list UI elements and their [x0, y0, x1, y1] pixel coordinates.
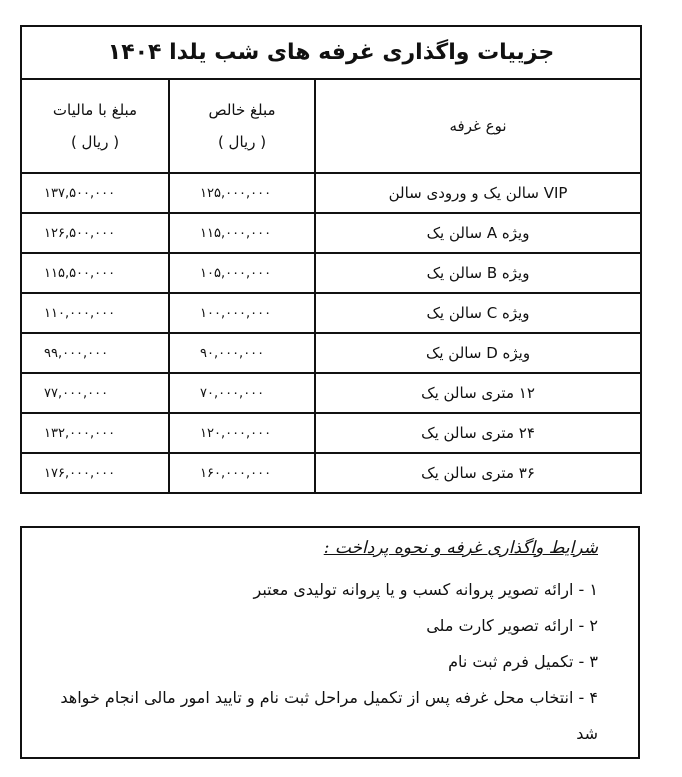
- cell-room-type: VIP سالن یک و ورودی سالن: [315, 173, 641, 213]
- terms-item: ۱ - ارائه تصویر پروانه کسب و یا پروانه تولیدی معتبر: [253, 580, 598, 599]
- table-row: [21, 453, 641, 493]
- cell-room-type: ویژه C سالن یک: [315, 293, 641, 333]
- cell-room-type: ۱۲ متری سالن یک: [315, 373, 641, 413]
- table-title-row: [21, 26, 641, 79]
- cell-amount-with-tax: ۱۱۰,۰۰۰,۰۰۰: [21, 293, 169, 333]
- terms-title: شرایط واگذاری غرفه و نحوه پرداخت :: [323, 538, 598, 558]
- cell-net-amount: ۱۲۰,۰۰۰,۰۰۰: [169, 413, 315, 453]
- table-row: [21, 413, 641, 453]
- cell-amount-with-tax: ۷۷,۰۰۰,۰۰۰: [21, 373, 169, 413]
- cell-net-amount: ۷۰,۰۰۰,۰۰۰: [169, 373, 315, 413]
- terms-box: [20, 526, 640, 759]
- header-net-amount-label: مبلغ خالص: [208, 101, 276, 119]
- header-amount-with-tax-label: مبلغ با مالیات: [52, 101, 138, 119]
- cell-amount-with-tax: ۱۳۷,۵۰۰,۰۰۰: [21, 173, 169, 213]
- cell-net-amount: ۱۰۰,۰۰۰,۰۰۰: [169, 293, 315, 333]
- cell-net-amount: ۱۱۵,۰۰۰,۰۰۰: [169, 213, 315, 253]
- header-amount-with-tax: [21, 79, 169, 173]
- cell-net-amount: ۱۶۰,۰۰۰,۰۰۰: [169, 453, 315, 493]
- cell-amount-with-tax: ۱۱۵,۵۰۰,۰۰۰: [21, 253, 169, 293]
- table-row: [21, 333, 641, 373]
- cell-amount-with-tax: ۱۳۲,۰۰۰,۰۰۰: [21, 413, 169, 453]
- cell-room-type: ۳۶ متری سالن یک: [315, 453, 641, 493]
- booth-price-table: [20, 25, 642, 494]
- cell-room-type: ویژه D سالن یک: [315, 333, 641, 373]
- cell-room-type: ویژه A سالن یک: [315, 213, 641, 253]
- terms-item: ۳ - تکمیل فرم ثبت نام: [448, 652, 598, 671]
- cell-amount-with-tax: ۱۷۶,۰۰۰,۰۰۰: [21, 453, 169, 493]
- table-row: [21, 253, 641, 293]
- table-header-row: [21, 79, 641, 173]
- table-title: جزییات واگذاری غرفه های شب یلدا ۱۴۰۴: [21, 26, 641, 79]
- cell-room-type: ۲۴ متری سالن یک: [315, 413, 641, 453]
- table-row: [21, 173, 641, 213]
- table-row: [21, 293, 641, 333]
- terms-item: ۴ - انتخاب محل غرفه پس از تکمیل مراحل ثبت نام و تایید امور مالی انجام خواهد شد: [60, 688, 598, 743]
- header-amount-with-tax-unit: ( ریال ): [70, 133, 120, 151]
- cell-net-amount: ۱۰۵,۰۰۰,۰۰۰: [169, 253, 315, 293]
- cell-amount-with-tax: ۹۹,۰۰۰,۰۰۰: [21, 333, 169, 373]
- cell-net-amount: ۹۰,۰۰۰,۰۰۰: [169, 333, 315, 373]
- header-room-type: نوع غرفه: [315, 79, 641, 173]
- terms-list: [52, 572, 598, 752]
- header-net-amount-unit: ( ریال ): [217, 133, 267, 151]
- cell-net-amount: ۱۲۵,۰۰۰,۰۰۰: [169, 173, 315, 213]
- terms-item: ۲ - ارائه تصویر کارت ملی: [426, 616, 598, 635]
- table-row: [21, 213, 641, 253]
- cell-amount-with-tax: ۱۲۶,۵۰۰,۰۰۰: [21, 213, 169, 253]
- table-row: [21, 373, 641, 413]
- cell-room-type: ویژه B سالن یک: [315, 253, 641, 293]
- header-net-amount: [169, 79, 315, 173]
